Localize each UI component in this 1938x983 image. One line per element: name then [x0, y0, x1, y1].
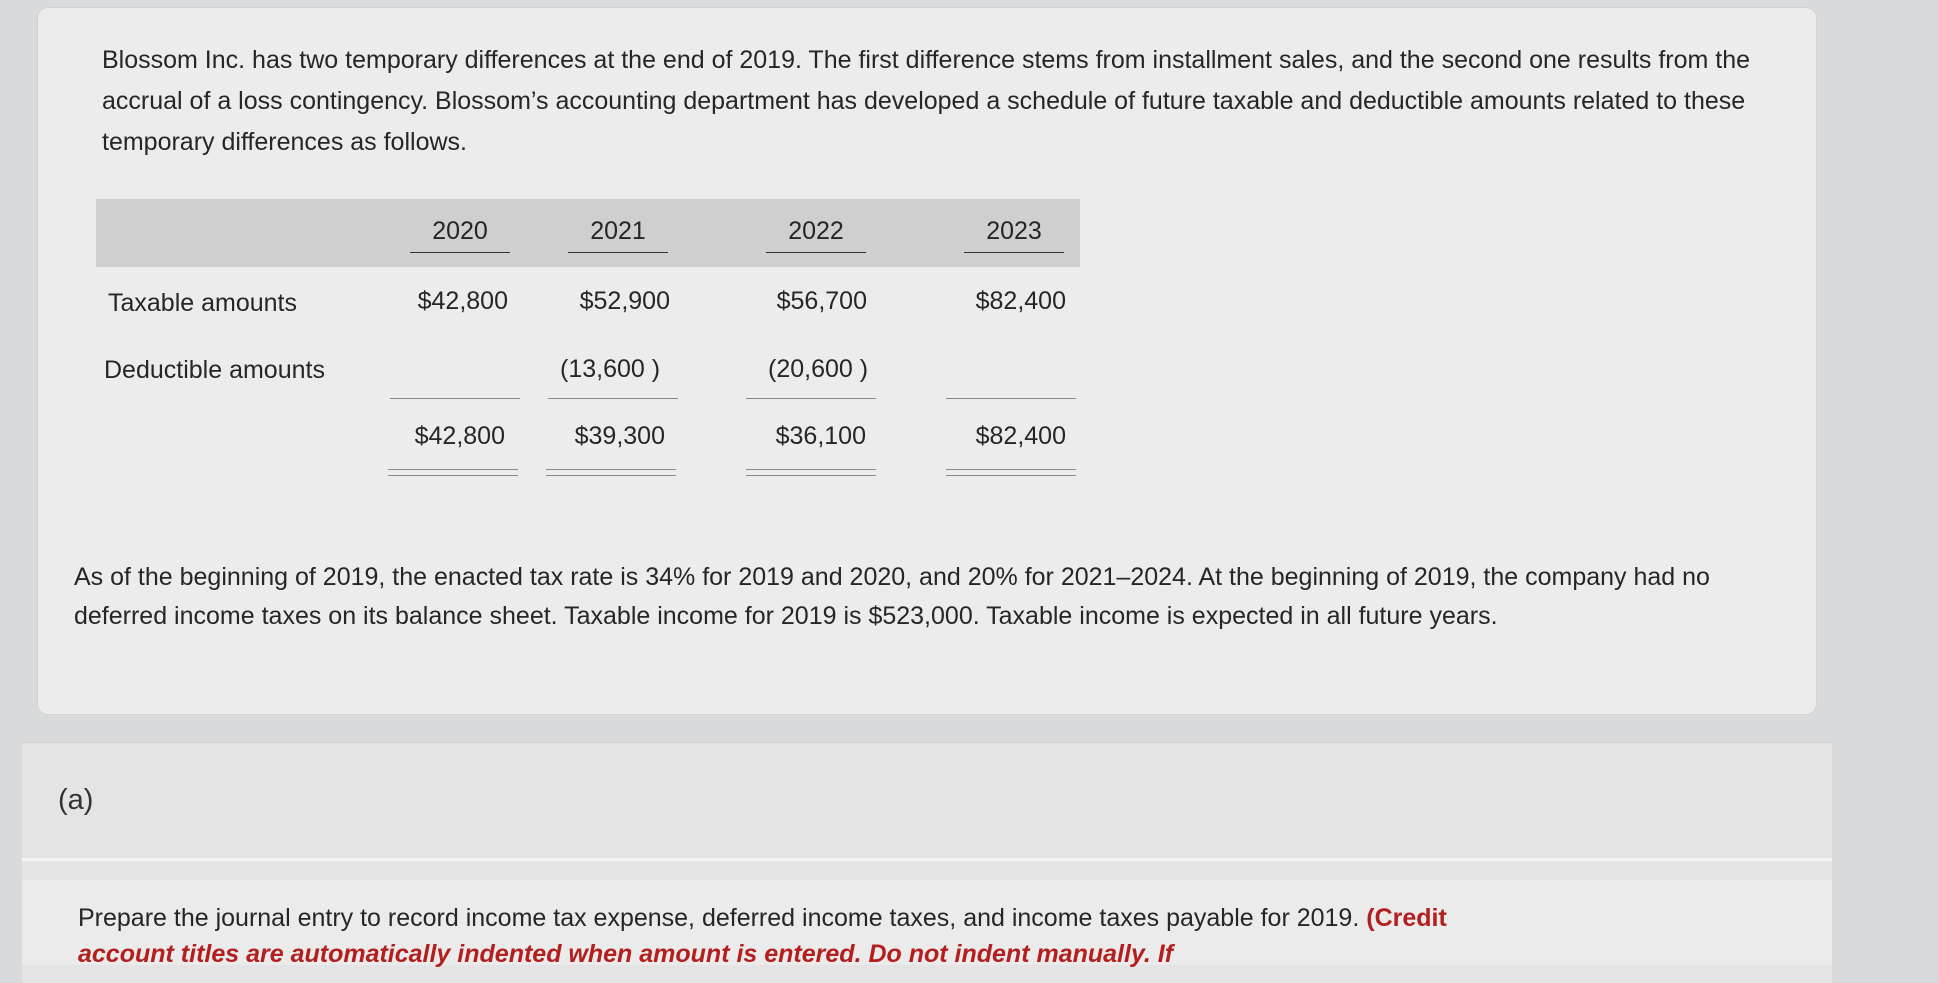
total-double-rule: [746, 469, 876, 476]
year-header-2022: 2022: [788, 217, 844, 245]
total-2021: $39,300: [574, 422, 665, 450]
deductible-2022: (20,600 ): [768, 355, 869, 383]
prompt-text: Prepare the journal entry to record income tax expense, deferred income taxes, and income taxes payable for 2019.: [78, 904, 1360, 932]
total-double-rule: [388, 469, 518, 476]
year-underline: [568, 252, 668, 253]
year-header-2020: 2020: [432, 217, 488, 245]
prompt-instruction: (Credit: [1366, 904, 1447, 932]
problem-intro: Blossom Inc. has two temporary differences at the end of 2019. The first difference stems from installment sales, and the second one results from the accrual of a loss contingency. Blossom’s accounting department has developed a schedule of future taxable and deductible amounts related to these temporary differences as follows.: [102, 46, 1751, 156]
total-double-rule: [546, 469, 676, 476]
taxable-2022: $56,700: [776, 287, 867, 315]
total-2022: $36,100: [775, 422, 866, 450]
part-a-divider: [22, 858, 1832, 861]
total-2023: $82,400: [975, 422, 1066, 450]
subtotal-rule: [746, 398, 876, 399]
total-double-rule: [946, 469, 1076, 476]
problem-paragraph-2: As of the beginning of 2019, the enacted tax rate is 34% for 2019 and 2020, and 20% for 2021–2024. At the beginning of 2019, the company had no deferred income taxes on its balance sheet. Taxable income for 2019 is $523,000. Taxable income is expected in all future years.: [74, 563, 1710, 630]
subtotal-rule: [390, 398, 520, 399]
year-underline: [410, 252, 510, 253]
prompt-instruction-line2: account titles are automatically indented when amount is entered. Do not indent manually. If: [78, 940, 1174, 968]
taxable-2023: $82,400: [975, 287, 1066, 315]
year-underline: [766, 252, 866, 253]
deductible-amounts-label: Deductible amounts: [104, 356, 325, 384]
year-underline: [964, 252, 1064, 253]
year-header-2021: 2021: [590, 217, 646, 245]
part-a-prompt: [78, 900, 1878, 972]
subtotal-rule: [548, 398, 678, 399]
deductible-2021: (13,600 ): [560, 355, 661, 383]
taxable-2021: $52,900: [579, 287, 670, 315]
subtotal-rule: [946, 398, 1076, 399]
taxable-2020: $42,800: [417, 287, 508, 315]
total-2020: $42,800: [414, 422, 505, 450]
year-header-2023: 2023: [986, 217, 1042, 245]
part-a-label: (a): [58, 784, 94, 816]
taxable-amounts-label: Taxable amounts: [108, 289, 298, 317]
